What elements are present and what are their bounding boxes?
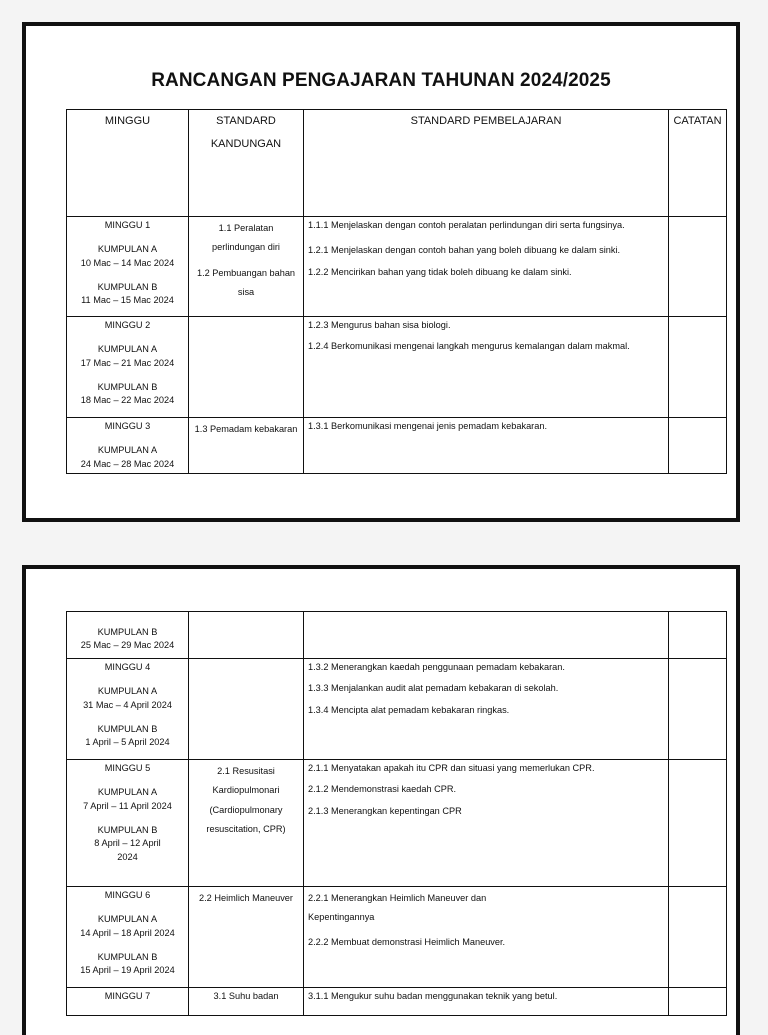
learning-standard: 1.3.1 Berkomunikasi mengenai jenis pemadam kebakaran. — [308, 421, 548, 431]
lesson-plan-table-page-2 — [66, 611, 727, 1016]
lesson-plan-table-page-1 — [66, 109, 727, 474]
week-cell — [67, 988, 189, 1016]
learning-standard: 1.3.2 Menerangkan kaedah penggunaan pemadam kebakaran. — [308, 662, 565, 672]
notes-cell — [669, 887, 727, 988]
learning-standard: 1.2.3 Mengurus bahan sisa biologi. — [308, 320, 451, 330]
content-standard-cell — [189, 217, 304, 317]
week-cell — [67, 217, 189, 317]
learning-standard: 2.1.3 Menerangkan kepentingan CPR — [308, 805, 462, 816]
learning-standard-cell — [304, 760, 669, 887]
group-label: KUMPULAN A — [97, 686, 158, 697]
content-standard: 2.2 Heimlich Maneuver — [199, 893, 293, 903]
document-title: RANCANGAN PENGAJARAN TAHUNAN 2024/2025 — [151, 70, 611, 91]
content-standard: 1.3 Pemadam kebakaran — [194, 424, 298, 434]
notes-cell — [669, 988, 727, 1016]
group-dates: 31 Mac – 4 April 2024 — [83, 699, 172, 710]
group-dates: 1 April – 5 April 2024 — [85, 737, 170, 748]
learning-standard: 2.2.2 Membuat demonstrasi Heimlich Maneuver. — [308, 936, 506, 947]
content-standard-cell — [189, 418, 304, 474]
learning-standard-cell — [304, 887, 669, 988]
content-standard: 1.1 Peralatan perlindungan diri — [212, 223, 280, 253]
group-dates: 14 April – 18 April 2024 — [80, 927, 175, 938]
notes-cell — [669, 217, 727, 317]
group-label: KUMPULAN B — [97, 724, 158, 735]
header-standard-kandungan: STANDARD KANDUNGAN — [189, 110, 304, 217]
group-label: KUMPULAN B — [97, 282, 158, 293]
group-label: KUMPULAN A — [97, 344, 158, 355]
learning-standard: 1.1.1 Menjelaskan dengan contoh peralatan perlindungan diri serta fungsinya. — [308, 220, 625, 230]
table-row — [67, 988, 727, 1016]
week-label: MINGGU 2 — [104, 320, 151, 330]
learning-standard-cell — [304, 317, 669, 418]
content-standard-cell — [189, 317, 304, 418]
group-label: KUMPULAN A — [97, 445, 158, 456]
content-standard: 3.1 Suhu badan — [213, 991, 279, 1001]
group-dates: 8 April – 12 April 2024 — [94, 838, 161, 862]
week-label: MINGGU 7 — [104, 991, 151, 1001]
table-row — [67, 612, 727, 659]
group-dates: 18 Mac – 22 Mac 2024 — [80, 395, 175, 406]
week-label: MINGGU 3 — [104, 421, 151, 431]
learning-standard: 2.1.1 Menyatakan apakah itu CPR dan situasi yang memerlukan CPR. — [308, 763, 595, 773]
table-row — [67, 317, 727, 418]
group-label: KUMPULAN B — [97, 952, 158, 963]
notes-cell — [669, 760, 727, 887]
learning-standard-cell — [304, 659, 669, 760]
learning-standard-cell — [304, 988, 669, 1016]
table-row — [67, 418, 727, 474]
group-dates: 17 Mac – 21 Mac 2024 — [80, 357, 175, 368]
table-row — [67, 760, 727, 887]
header-minggu: MINGGU — [67, 110, 189, 217]
notes-cell — [669, 418, 727, 474]
week-label: MINGGU 5 — [104, 763, 151, 773]
learning-standard: 3.1.1 Mengukur suhu badan menggunakan teknik yang betul. — [308, 991, 558, 1001]
week-cell — [67, 418, 189, 474]
header-standard-pembelajaran: STANDARD PEMBELAJARAN — [304, 110, 669, 217]
week-label: MINGGU 4 — [104, 662, 151, 672]
week-cell — [67, 887, 189, 988]
learning-standard: 1.2.1 Menjelaskan dengan contoh bahan yang boleh dibuang ke dalam sinki. — [308, 245, 621, 256]
notes-cell — [669, 317, 727, 418]
notes-cell — [669, 659, 727, 760]
group-label: KUMPULAN B — [97, 825, 158, 836]
week-cell — [67, 659, 189, 760]
learning-standard: 2.2.1 Menerangkan Heimlich Maneuver dan Kepentingannya — [308, 893, 487, 923]
group-dates: 10 Mac – 14 Mac 2024 — [80, 257, 175, 268]
group-dates: 7 April – 11 April 2024 — [83, 800, 172, 811]
content-standard-cell — [189, 988, 304, 1016]
group-dates: 11 Mac – 15 Mac 2024 — [81, 295, 174, 306]
notes-cell — [669, 612, 727, 659]
group-label: KUMPULAN B — [97, 382, 158, 393]
group-dates: 15 April – 19 April 2024 — [80, 965, 175, 976]
group-label: KUMPULAN A — [97, 787, 158, 798]
group-label: KUMPULAN B — [97, 627, 158, 637]
table-row — [67, 217, 727, 317]
content-standard-cell — [189, 659, 304, 760]
week-label: MINGGU 1 — [104, 220, 151, 230]
group-label: KUMPULAN A — [97, 914, 158, 925]
content-standard-cell — [189, 612, 304, 659]
content-standard-cell — [189, 887, 304, 988]
week-cell — [67, 612, 189, 659]
group-label: KUMPULAN A — [97, 244, 158, 255]
learning-standard: 1.2.4 Berkomunikasi mengenai langkah mengurus kemalangan dalam makmal. — [308, 341, 630, 352]
learning-standard: 2.1.2 Mendemonstrasi kaedah CPR. — [308, 784, 457, 795]
learning-standard-cell — [304, 612, 669, 659]
table-row — [67, 887, 727, 988]
content-standard-cell — [189, 760, 304, 887]
document-page-2 — [22, 565, 740, 1035]
group-dates: 25 Mac – 29 Mac 2024 — [80, 640, 175, 651]
header-catatan: CATATAN — [669, 110, 727, 217]
group-dates: 24 Mac – 28 Mac 2024 — [80, 458, 175, 469]
learning-standard-cell — [304, 418, 669, 474]
week-label: MINGGU 6 — [104, 890, 151, 900]
learning-standard: 1.3.4 Mencipta alat pemadam kebakaran ringkas. — [308, 704, 510, 715]
content-standard: 2.1 Resusitasi Kardiopulmonari (Cardiopulmonary resuscitation, CPR) — [206, 766, 286, 834]
document-page-1 — [22, 22, 740, 522]
week-cell — [67, 760, 189, 887]
learning-standard: 1.3.3 Menjalankan audit alat pemadam kebakaran di sekolah. — [308, 683, 559, 694]
content-standard: 1.2 Pembuangan bahan sisa — [196, 267, 296, 297]
week-cell — [67, 317, 189, 418]
learning-standard: 1.2.2 Mencirikan bahan yang tidak boleh dibuang ke dalam sinki. — [308, 266, 572, 277]
learning-standard-cell — [304, 217, 669, 317]
table-row — [67, 659, 727, 760]
